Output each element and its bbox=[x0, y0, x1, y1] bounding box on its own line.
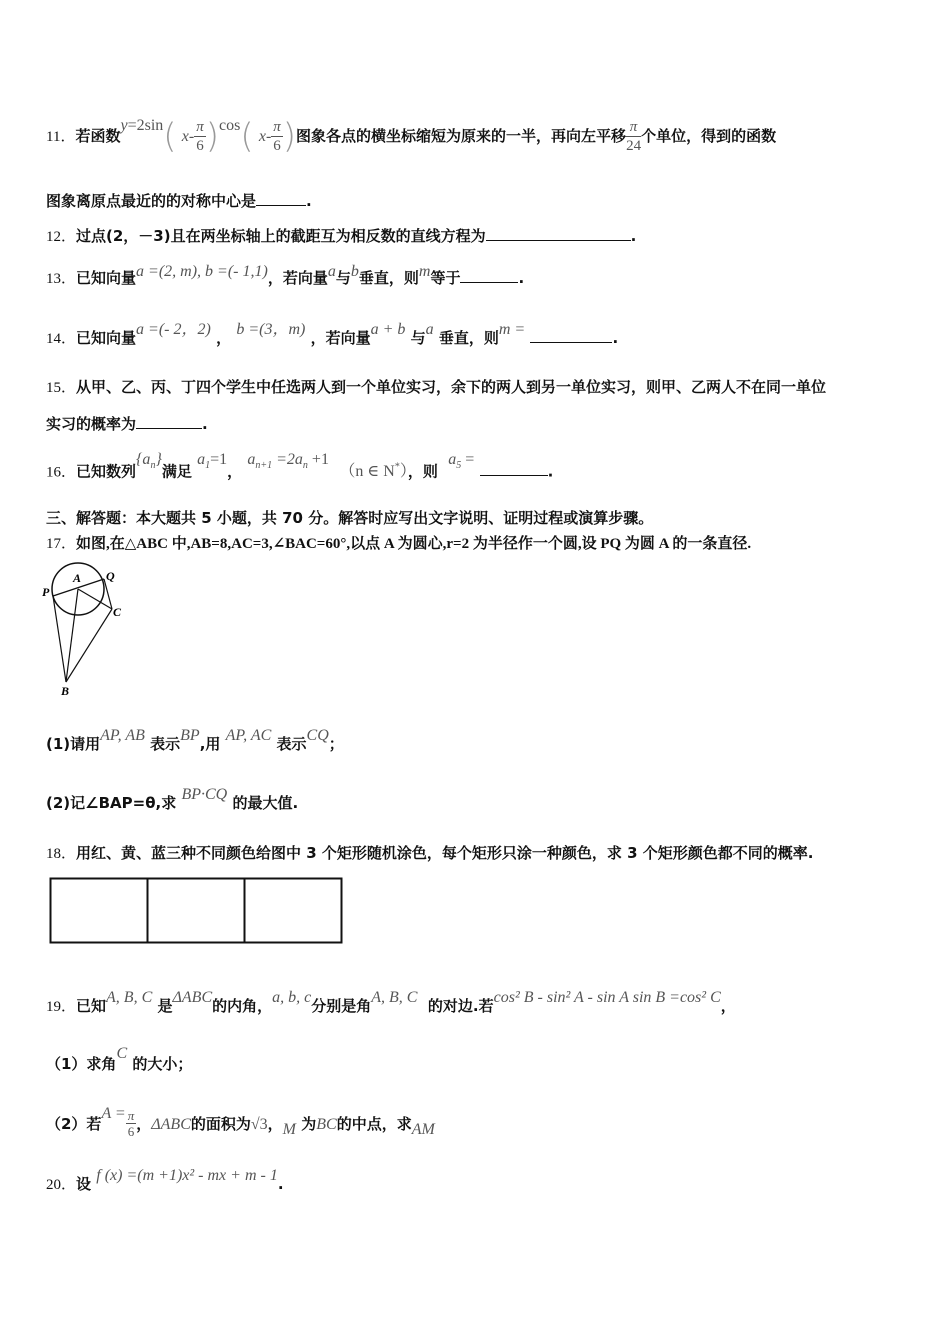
q16-a1 bbox=[197, 451, 228, 472]
rectangle-2 bbox=[148, 879, 245, 943]
label-q: Q bbox=[106, 569, 115, 583]
q19-p2-A: A = bbox=[101, 1105, 126, 1122]
q11-minus: - bbox=[188, 128, 195, 145]
q17-text: 如图,在△ABC 中,AB=8,AC=3,∠BAC=60°,以点 A 为圆心,r=2 为半径作一个圆,设 PQ 为圆 A 的一条直径. bbox=[76, 536, 752, 552]
q15-text2: 实习的概率为 bbox=[46, 415, 137, 433]
q19-part1 bbox=[46, 1044, 192, 1084]
q17-p1-f4: CQ bbox=[306, 727, 329, 744]
q14-period: . bbox=[612, 329, 619, 347]
q19-t3: 分别是角 bbox=[311, 997, 372, 1015]
q11-cos: cos bbox=[219, 117, 241, 134]
q13-line bbox=[46, 262, 524, 295]
q11-frac-den2: 6 bbox=[273, 138, 281, 154]
q20-lead: 设 bbox=[76, 1175, 92, 1193]
q18-rectangles bbox=[49, 877, 345, 945]
q16-a5-sub: 5 bbox=[456, 460, 462, 472]
q12-answer-blank[interactable] bbox=[486, 228, 631, 241]
q15-line2 bbox=[46, 413, 208, 434]
q16-a1-sub: 1 bbox=[205, 460, 211, 472]
q19-p2-t1: 的面积为 bbox=[190, 1115, 251, 1133]
q16-an1: a bbox=[247, 451, 256, 468]
q16-a1-a: a bbox=[197, 451, 206, 468]
q18-text: 用红、黄、蓝三种不同颜色给图中 3 个矩形随机涂色，每个矩形只涂一种颜色，求 3 个矩形颜色都不同的概率. bbox=[76, 844, 814, 862]
q11-frac-pi6 bbox=[194, 118, 206, 155]
q14-var-a: a bbox=[425, 321, 434, 338]
q16-period: . bbox=[547, 462, 554, 481]
q19-part2 bbox=[46, 1104, 435, 1144]
q16-text2: ，则 bbox=[407, 462, 438, 481]
q15-text1: 从甲、乙、丙、丁四个学生中任选两人到一个单位实习，余下的两人到另一单位实习，则甲、乙两人不在同一单位 bbox=[76, 378, 827, 396]
q19-p2-M: M bbox=[282, 1121, 296, 1138]
q19-p2-lead: （2）若 bbox=[46, 1115, 102, 1133]
q17-p1-t3: 表示 bbox=[276, 735, 307, 753]
q11-frac-pi6-b bbox=[271, 118, 283, 155]
q16-recur bbox=[247, 451, 329, 472]
q16-a1-val: =1 bbox=[210, 451, 228, 468]
q18-number: 18． bbox=[46, 846, 77, 862]
q19-t5: ， bbox=[720, 997, 736, 1015]
q19-p2-frac bbox=[126, 1109, 137, 1140]
q16-star: * bbox=[394, 462, 400, 473]
section-3-heading bbox=[46, 507, 653, 528]
q17-p1-end: ； bbox=[328, 735, 344, 753]
q17-part1 bbox=[46, 726, 344, 762]
line-ab bbox=[66, 589, 78, 682]
q19-p2-frac-den: 6 bbox=[127, 1124, 135, 1139]
q13-number: 13． bbox=[46, 271, 77, 287]
q13-var-a: a bbox=[327, 263, 336, 280]
q11-lead: 若函数 bbox=[75, 127, 121, 145]
q17-p1-t1: 表示 bbox=[150, 735, 181, 753]
q11-answer-blank[interactable] bbox=[256, 193, 306, 206]
q19-lead: 已知 bbox=[76, 997, 107, 1015]
q11-period: . bbox=[306, 192, 312, 210]
q19-number: 19． bbox=[46, 999, 77, 1015]
q12-text: 过点(2，－3)且在两坐标轴上的截距互为相反数的直线方程为 bbox=[76, 227, 486, 245]
q13-answer-blank[interactable] bbox=[460, 270, 518, 283]
q17-p1-f2: BP bbox=[180, 727, 200, 744]
q13-text3: 垂直，则 bbox=[358, 269, 419, 287]
q20-line bbox=[46, 1166, 284, 1203]
q14-formula-a: a =(- 2，2) bbox=[136, 321, 211, 338]
q17-p1-lead: (1)请用 bbox=[46, 735, 101, 753]
q17-p2-end: 的最大值. bbox=[232, 794, 299, 812]
q20-period: . bbox=[277, 1175, 284, 1193]
q11-paren-close2: ) bbox=[282, 116, 297, 157]
q13-var-m: m bbox=[418, 263, 431, 280]
label-b: B bbox=[61, 684, 70, 698]
q14-text3: 垂直，则 bbox=[438, 329, 499, 347]
q14-answer-blank[interactable] bbox=[530, 330, 612, 343]
q17-p1-t2: ,用 bbox=[199, 735, 221, 753]
q13-period: . bbox=[518, 269, 525, 287]
q16-plus1: +1 bbox=[311, 451, 329, 468]
q11-number: 11． bbox=[46, 129, 76, 145]
q17-part2 bbox=[46, 785, 298, 821]
q11-formula-eq: =2sin bbox=[127, 117, 164, 134]
q16-answer-blank[interactable] bbox=[480, 463, 548, 476]
q19-f4: A, B, C bbox=[371, 989, 418, 1006]
section-3-text: 三、解答题：本大题共 5 小题，共 70 分。解答时应写出文字说明、证明过程或演算步骤。 bbox=[46, 509, 654, 527]
q14-lead: 已知向量 bbox=[76, 329, 137, 347]
q14-a-plus-b: a + b bbox=[370, 321, 406, 338]
q11-frac-den: 6 bbox=[196, 138, 204, 154]
q16-seq-close: } bbox=[155, 451, 162, 468]
q12-line bbox=[46, 225, 636, 246]
q11-frac24-den: 24 bbox=[626, 138, 642, 154]
label-a: A bbox=[73, 571, 82, 585]
q19-line bbox=[46, 988, 736, 1025]
line-cb bbox=[66, 609, 112, 682]
q19-p2-AM: AM bbox=[411, 1121, 435, 1138]
q16-an1-sub: n+1 bbox=[255, 460, 273, 472]
q18-line bbox=[46, 842, 813, 863]
q14-number: 14． bbox=[46, 331, 77, 347]
q11-paren-open2: ( bbox=[240, 116, 254, 157]
q17-line bbox=[46, 532, 751, 553]
q11-text-end: 个单位，得到的函数 bbox=[641, 127, 777, 145]
q11-paren-close: ) bbox=[205, 116, 219, 157]
q16-a5-eq: = bbox=[465, 451, 475, 468]
label-c: C bbox=[113, 605, 122, 619]
q17-p2-lead: (2)记∠BAP=θ,求 bbox=[46, 794, 177, 812]
q14-m-eq: m = bbox=[498, 321, 526, 338]
q15-period: . bbox=[202, 415, 208, 433]
q16-domain bbox=[339, 463, 407, 480]
q12-number: 12． bbox=[46, 229, 77, 245]
q15-line1 bbox=[46, 376, 826, 397]
q19-t1: 是 bbox=[157, 997, 173, 1015]
q11-minus2: - bbox=[265, 128, 272, 145]
q19-p2-t3: 的中点，求 bbox=[336, 1115, 412, 1133]
q14-text1: ，若向量 bbox=[310, 329, 371, 347]
q16-paren: （n ∈ N bbox=[339, 463, 395, 481]
q19-p2-comma: ， bbox=[136, 1115, 152, 1133]
q11-frac-num2: π bbox=[273, 119, 281, 135]
q19-f5: cos² B - sin² A - sin A sin B =cos² C bbox=[493, 989, 721, 1006]
q17-figure bbox=[40, 562, 130, 702]
q13-formula: a =(2, m), b =(- 1,1) bbox=[136, 263, 268, 280]
q16-a5-a: a bbox=[448, 451, 457, 468]
q16-paren-close: ） bbox=[399, 463, 408, 481]
q19-p2-t2: 为 bbox=[301, 1115, 317, 1133]
q16-a5 bbox=[448, 451, 475, 472]
q19-f1: A, B, C bbox=[106, 989, 153, 1006]
label-p: P bbox=[42, 585, 50, 599]
q19-p1-end: 的大小； bbox=[132, 1055, 193, 1073]
q11-frac24-num: π bbox=[626, 118, 641, 137]
q16-number: 16． bbox=[46, 464, 77, 481]
q13-text1: ，若向量 bbox=[267, 269, 328, 287]
q17-p2-f: BP·CQ bbox=[181, 786, 228, 803]
q19-t4: 的对边.若 bbox=[427, 997, 494, 1015]
q16-seq bbox=[136, 451, 162, 472]
line-pb bbox=[53, 596, 66, 682]
q11-x: x bbox=[181, 128, 189, 145]
q16-seq-a: {a bbox=[136, 451, 151, 468]
q12-period: . bbox=[630, 227, 637, 245]
q11-frac-pi24 bbox=[626, 118, 641, 155]
q19-p2-frac-num: π bbox=[127, 1108, 135, 1123]
q14-comma: ， bbox=[216, 329, 232, 347]
q13-text2: 与 bbox=[335, 269, 351, 287]
q19-f3: a, b, c bbox=[272, 989, 312, 1006]
q11-line2-text: 图象离原点最近的的对称中心是 bbox=[46, 192, 257, 210]
q11-line1 bbox=[46, 114, 776, 158]
q11-formula-y: y bbox=[120, 117, 128, 134]
q14-line bbox=[46, 320, 618, 357]
q15-number: 15． bbox=[46, 380, 77, 396]
q19-p2-comma2: ， bbox=[267, 1115, 283, 1133]
q16-comma: ， bbox=[227, 462, 243, 481]
q11-paren-open: ( bbox=[163, 116, 177, 157]
q16-seq-sub: n bbox=[150, 460, 156, 472]
q11-line2 bbox=[46, 190, 312, 211]
q13-text4: 等于 bbox=[430, 269, 461, 287]
q19-f2: ΔABC bbox=[172, 989, 213, 1006]
q11-text-mid: 图象各点的横坐标缩短为原来的一半，再向左平移 bbox=[296, 127, 627, 145]
q11-x2: x bbox=[258, 128, 266, 145]
q15-answer-blank[interactable] bbox=[136, 416, 202, 429]
q16-text1: 满足 bbox=[161, 462, 192, 481]
q13-var-b: b bbox=[350, 263, 359, 280]
q20-number: 20． bbox=[46, 1177, 77, 1193]
q16-an1-val: =2a bbox=[276, 451, 303, 468]
q13-lead: 已知向量 bbox=[76, 269, 137, 287]
q20-formula: f (x) =(m +1)x² - mx + m - 1 bbox=[96, 1167, 278, 1184]
q19-p2-BC: BC bbox=[316, 1116, 337, 1133]
rectangle-3 bbox=[245, 879, 342, 943]
q11-frac-num: π bbox=[196, 119, 204, 135]
q19-t2: 的内角， bbox=[212, 997, 273, 1015]
q19-p1-lead: （1）求角 bbox=[46, 1055, 117, 1073]
q19-p2-tri: ΔABC bbox=[151, 1116, 191, 1133]
q14-formula-b: b =(3，m) bbox=[236, 321, 306, 338]
q17-number: 17． bbox=[46, 536, 77, 552]
rectangle-1 bbox=[51, 879, 148, 943]
q16-lead: 已知数列 bbox=[76, 462, 137, 481]
q19-p1-f: C bbox=[116, 1045, 128, 1062]
q14-text2: 与 bbox=[410, 329, 426, 347]
q17-p1-f1: AP, AB bbox=[100, 727, 145, 744]
q19-p2-sqrt: √3 bbox=[250, 1116, 268, 1133]
q16-line bbox=[46, 450, 553, 490]
q16-an-sub: n bbox=[302, 460, 308, 472]
q17-p1-f3: AP, AC bbox=[225, 727, 272, 744]
